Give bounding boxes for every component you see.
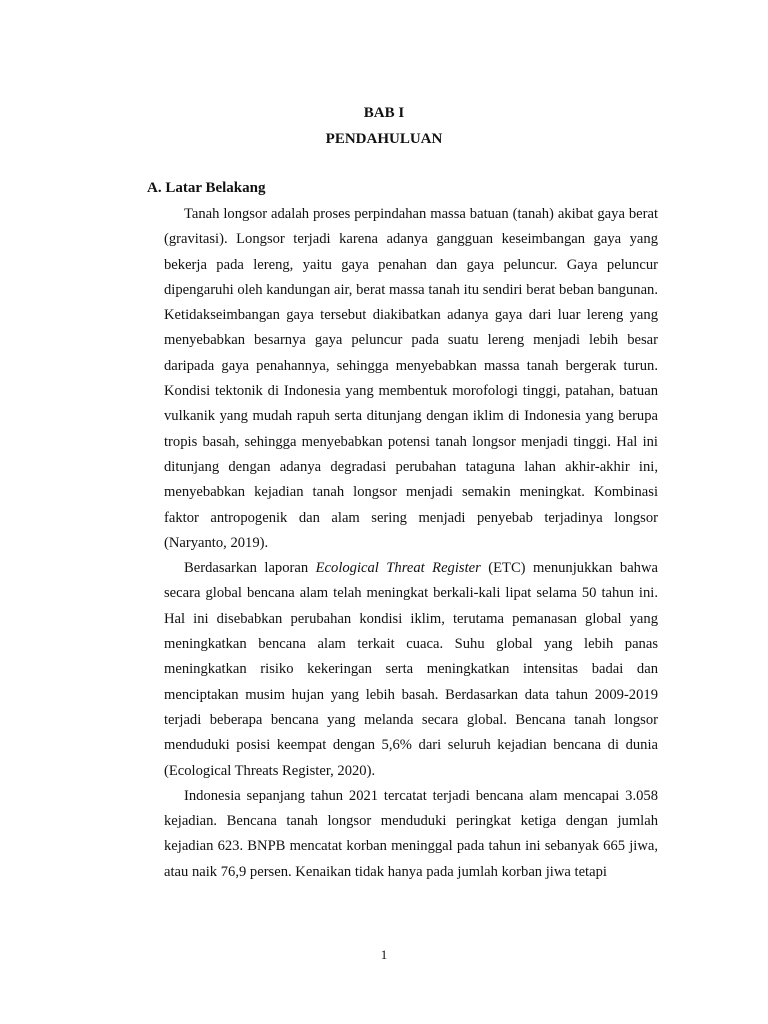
paragraph-2 xyxy=(164,556,658,784)
body-text xyxy=(164,202,658,885)
page-number: 1 xyxy=(380,947,388,962)
paragraph-2-rest: (ETC) menunjukkan bahwa secara global bencana alam telah meningkat berkali-kali lipat selama 50 tahun ini. Hal ini disebabkan perubahan kondisi iklim, terutama pemanasan global yang meningkatkan bencana alam terkait cuaca. Suhu global yang lebih panas meningkatkan risiko kekeringan serta meningkatkan intensitas badai dan menciptakan musim hujan yang lebih basah. Berdasarkan data tahun 2009-2019 terjadi beberapa bencana yang melanda secara global. Bencana tanah longsor menduduki posisi keempat dengan 5,6% dari seluruh kejadian bencana di dunia (Ecological Threats Register, 2020). xyxy=(164,560,658,779)
section-heading: A. Latar Belakang xyxy=(147,180,266,196)
paragraph-2-lead: Berdasarkan laporan xyxy=(184,560,316,577)
paragraph-2-italic-term: Ecological Threat Register xyxy=(315,560,481,577)
paragraph-3: Indonesia sepanjang tahun 2021 tercatat terjadi bencana alam mencapai 3.058 kejadian. Bencana tanah longsor menduduki peringkat ketiga dengan jumlah kejadian 623. BNPB mencatat korban meninggal pada tahun ini sebanyak 665 jiwa, atau naik 76,9 persen. Kenaikan tidak hanya pada jumlah korban jiwa tetapi xyxy=(164,787,658,880)
chapter-title: PENDAHULUAN xyxy=(325,131,443,147)
paragraph-1: Tanah longsor adalah proses perpindahan massa batuan (tanah) akibat gaya berat (gravitasi). Longsor terjadi karena adanya gangguan keseimbangan gaya yang bekerja pada lereng, yaitu gaya penahan dan gaya peluncur. Gaya peluncur dipengaruhi oleh kandungan air, berat massa tanah itu sendiri berat beban bangunan. Ketidakseimbangan gaya tersebut diakibatkan adanya gaya dari luar lereng yang menyebabkan besarnya gaya peluncur pada suatu lereng menjadi lebih besar daripada gaya penahannya, sehingga menyebabkan massa tanah bergerak turun. Kondisi tektonik di Indonesia yang membentuk morofologi tinggi, patahan, batuan vulkanik yang mudah rapuh serta ditunjang dengan iklim di Indonesia yang berupa tropis basah, sehingga menyebabkan potensi tanah longsor menjadi tinggi. Hal ini ditunjang dengan adanya degradasi perubahan tataguna lahan akhir-akhir ini, menyebabkan kejadian tanah longsor menjadi semakin meningkat. Kombinasi faktor antropogenik dan alam sering menjadi penyebab terjadinya longsor (Naryanto, 2019). xyxy=(164,206,658,551)
chapter-label: BAB I xyxy=(363,105,405,121)
